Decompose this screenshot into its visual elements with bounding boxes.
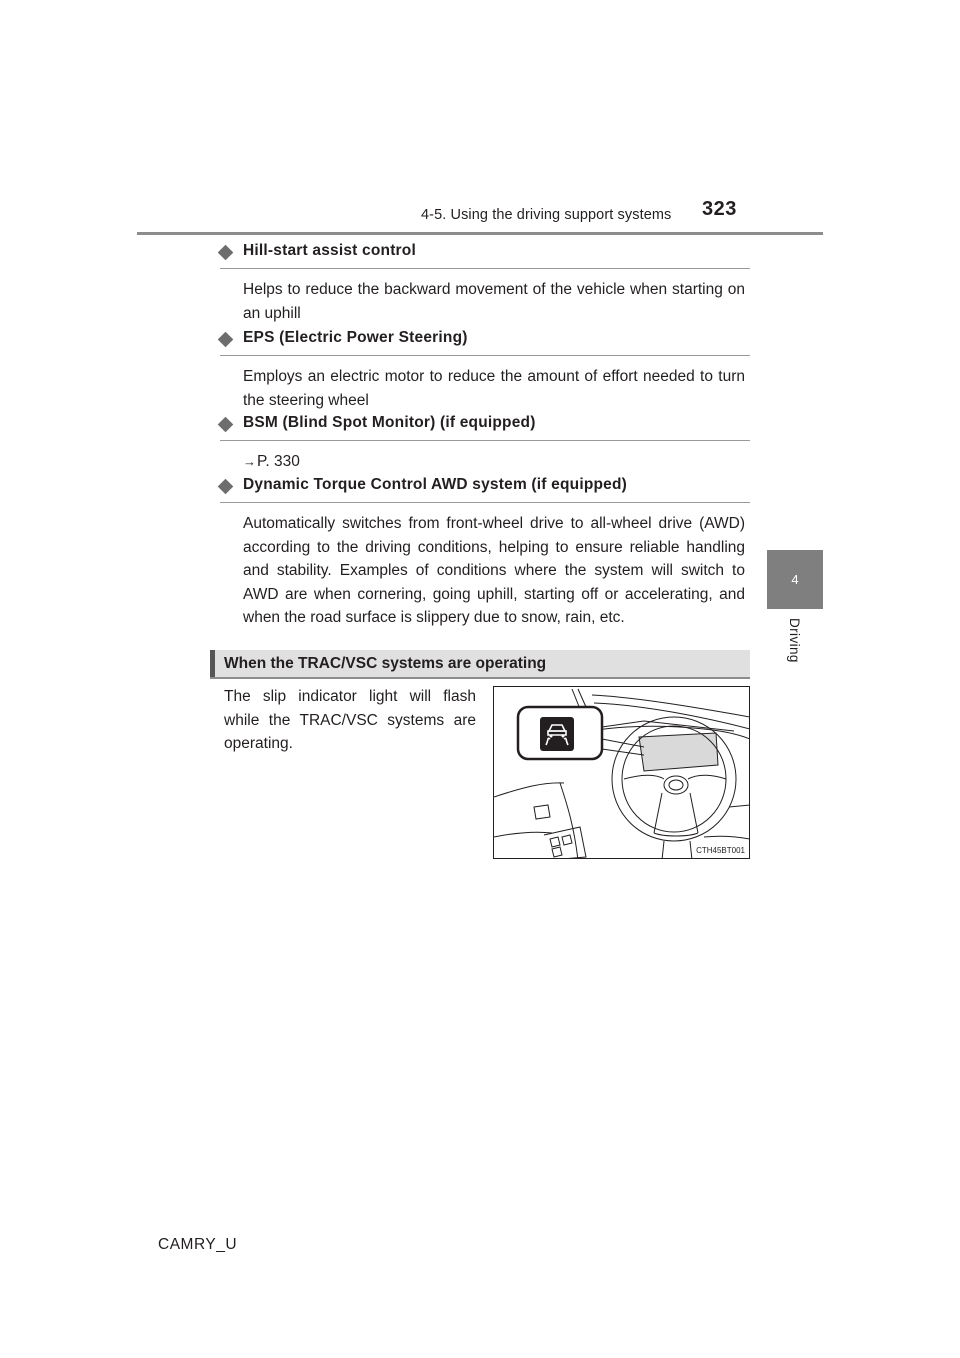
section-heading-text: Dynamic Torque Control AWD system (if equipped) [243,476,628,493]
section-heading-text: BSM (Blind Spot Monitor) (if equipped) [243,414,536,431]
trac-heading-text: When the TRAC/VSC systems are operating [224,655,547,672]
chapter-tab[interactable] [767,550,823,609]
dashboard-illustration [493,686,750,859]
chapter-number: 4 [791,572,799,587]
section-heading [220,329,750,356]
page-reference-text: P. 330 [257,453,300,470]
section-body: Automatically switches from front-wheel drive to all-wheel drive (AWD) according to the driving conditions, helping to ensure reliable handling and stability. Examples of conditions where the system will switch to AWD are when cornering, going uphill, starting off or accelerating, and when the road surface is slippery due to snow, rain, etc. [243,515,745,626]
heading-accent-bar [210,650,215,677]
footer-model: CAMRY_U [158,1236,238,1253]
section-body: Employs an electric motor to reduce the amount of effort needed to turn the steering wheel [243,368,745,409]
diamond-bullet-icon [218,417,234,433]
section-body: Helps to reduce the backward movement of the vehicle when starting on an uphill [243,281,745,322]
page-number: 323 [702,198,737,220]
page-reference[interactable] [243,450,745,474]
diamond-bullet-icon [218,245,234,261]
diamond-bullet-icon [218,332,234,348]
header-rule [137,232,823,235]
section-heading [220,242,750,269]
section-heading [220,476,750,503]
trac-heading-box [210,650,750,679]
chapter-label: Driving [787,618,802,663]
diamond-bullet-icon [218,479,234,495]
trac-body: The slip indicator light will flash while the TRAC/VSC systems are operating. [224,688,476,752]
section-heading-text: EPS (Electric Power Steering) [243,329,468,346]
section-heading-text: Hill-start assist control [243,242,416,259]
figure-code: CTH45BT001 [696,846,745,855]
section-heading [220,414,750,441]
header-section-title: 4-5. Using the driving support systems [421,207,672,223]
arrow-right-icon: → [243,454,256,469]
dashboard-line-drawing [494,687,750,859]
